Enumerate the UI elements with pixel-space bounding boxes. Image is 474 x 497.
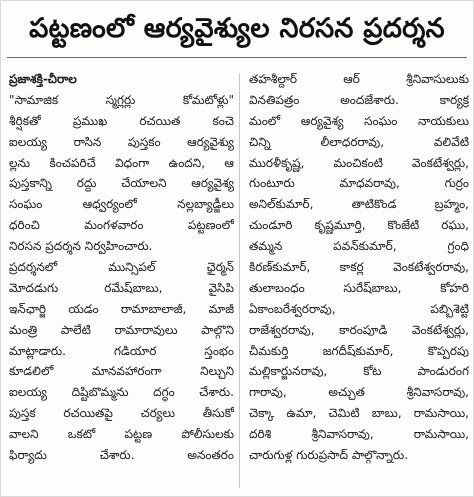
text-line: ల్లను కించపరిచే విధంగా ఉందని, ఆ bbox=[9, 155, 234, 170]
text-line: చెక్కా ఉమా, చెమిటి బాబు, రామసాయి, bbox=[249, 406, 469, 421]
text-line: చిన్ని లీలాధరరావు, వలివేటి bbox=[249, 134, 469, 149]
text-line: మంత్రి పాలేటి రామారావులు పాల్గొని bbox=[9, 322, 234, 337]
text-line: కూడలిలో మానవహారంగా నిల్చుని bbox=[9, 364, 234, 379]
text-line: కిరణ్‌కుమార్, కాకర్ల వెంకటేశ్వరరావు, bbox=[249, 260, 469, 275]
text-line: మురళీకృష్ణ, మంచికంటి వెంకటేశ్వర్లు, bbox=[249, 155, 469, 170]
text-line: పుస్తకాన్ని రద్దు చేయాలని ఆర్యవైశ్య bbox=[9, 176, 234, 191]
text-line: తమ్మన పవన్‌కుమార్, గ్రంధి bbox=[249, 239, 469, 254]
text-line: గుంటూరు మాధవరావు, గుర్రం bbox=[249, 176, 469, 191]
text-line: తహశీల్దార్ ఆర్ శ్రీనివాసులుకు bbox=[249, 72, 469, 86]
article-headline: పట్టణంలో ఆర్యవైశ్యుల నిరసన ప్రదర్శన bbox=[29, 13, 445, 44]
text-line: చుండూరి కృష్ణమూర్తి, కొంజేటి రఘు, bbox=[249, 218, 469, 233]
text-line: గారావు, అచ్చుత శ్రీనివాసరావు, bbox=[249, 385, 469, 400]
text-line: ఏకాంబరేశ్వరరావు, పబ్బిశెట్టి bbox=[249, 301, 469, 316]
text-line: శీర్షికతో ప్రముఖ రచయిత కంచె bbox=[9, 113, 234, 128]
text-line: ఇన్‌ఛార్జి యడం రామాబాలాజీ, మాజీ bbox=[9, 301, 234, 316]
text-line: "సామాజిక స్మగ్లర్లు కోమటోళ్లు" bbox=[9, 92, 234, 107]
text-line: దరిశి శ్రీనివాసరావు, రామసాయి, bbox=[249, 427, 469, 442]
text-line: సంఘం ఆధ్వర్యంలో నల్లబ్యాడ్జీలు bbox=[9, 197, 234, 212]
text-line: వాలని ఒకటో పట్టణ పోలీసులకు bbox=[9, 427, 234, 442]
column-divider bbox=[239, 73, 240, 488]
left-column bbox=[9, 69, 234, 492]
text-line: మంలో ఆర్యవైశ్య సంఘం నాయకులు bbox=[249, 113, 469, 128]
text-line: రాజేశ్వరరావు, కారంపూడి వెంకటేశ్వర్లు, bbox=[249, 322, 469, 337]
text-line: తులాబంధం సురేష్‌బాబు, కోహరి bbox=[249, 280, 469, 295]
text-line: ధరించి మంగళవారం పట్టణంలో bbox=[9, 218, 234, 233]
text-line: అనిల్‌కుమార్, తాటికొండ బ్రహ్మం, bbox=[249, 197, 469, 212]
text-line: వినతిపత్రం అందజేశారు. కార్యక్ర bbox=[249, 92, 469, 107]
text-line: మాట్లాడారు. గడియార స్తంభం bbox=[9, 343, 234, 358]
text-line: ఐలయ్య దిష్టిబొమ్మను దగ్ధం చేశారు. bbox=[9, 385, 234, 400]
text-line: మోదడుగు రమేష్‌బాబు, వైసిపి bbox=[9, 280, 234, 295]
text-line: ఫిర్యాదు చేశారు. అనంతరం bbox=[9, 448, 234, 463]
text-line: పుస్తక రచయితపై చర్యలు తీసుకో bbox=[9, 406, 234, 421]
right-column bbox=[249, 69, 469, 492]
text-line: చీమకుర్తి జగదీష్‌కుమార్, కొప్పరపు bbox=[249, 343, 469, 358]
headline-rule bbox=[7, 57, 467, 58]
article-dateline: ప్రజాశక్తి-చీరాల bbox=[9, 72, 77, 86]
text-line: చారుగుళ్ల గురుప్రసాద్ పాల్గొన్నారు. bbox=[249, 448, 409, 463]
text-line: నిరసన ప్రదర్శన నిర్వహించారు. bbox=[9, 239, 153, 254]
text-line: ఐలయ్య రాసిన పుస్తకం ఆర్యవైశ్యు bbox=[9, 134, 234, 149]
text-line: ప్రదర్శనలో మున్సిపల్ ఛైర్మన్ bbox=[9, 260, 234, 275]
text-line: మల్లికార్జునరావు, కోట పాండురంగ bbox=[249, 364, 469, 379]
